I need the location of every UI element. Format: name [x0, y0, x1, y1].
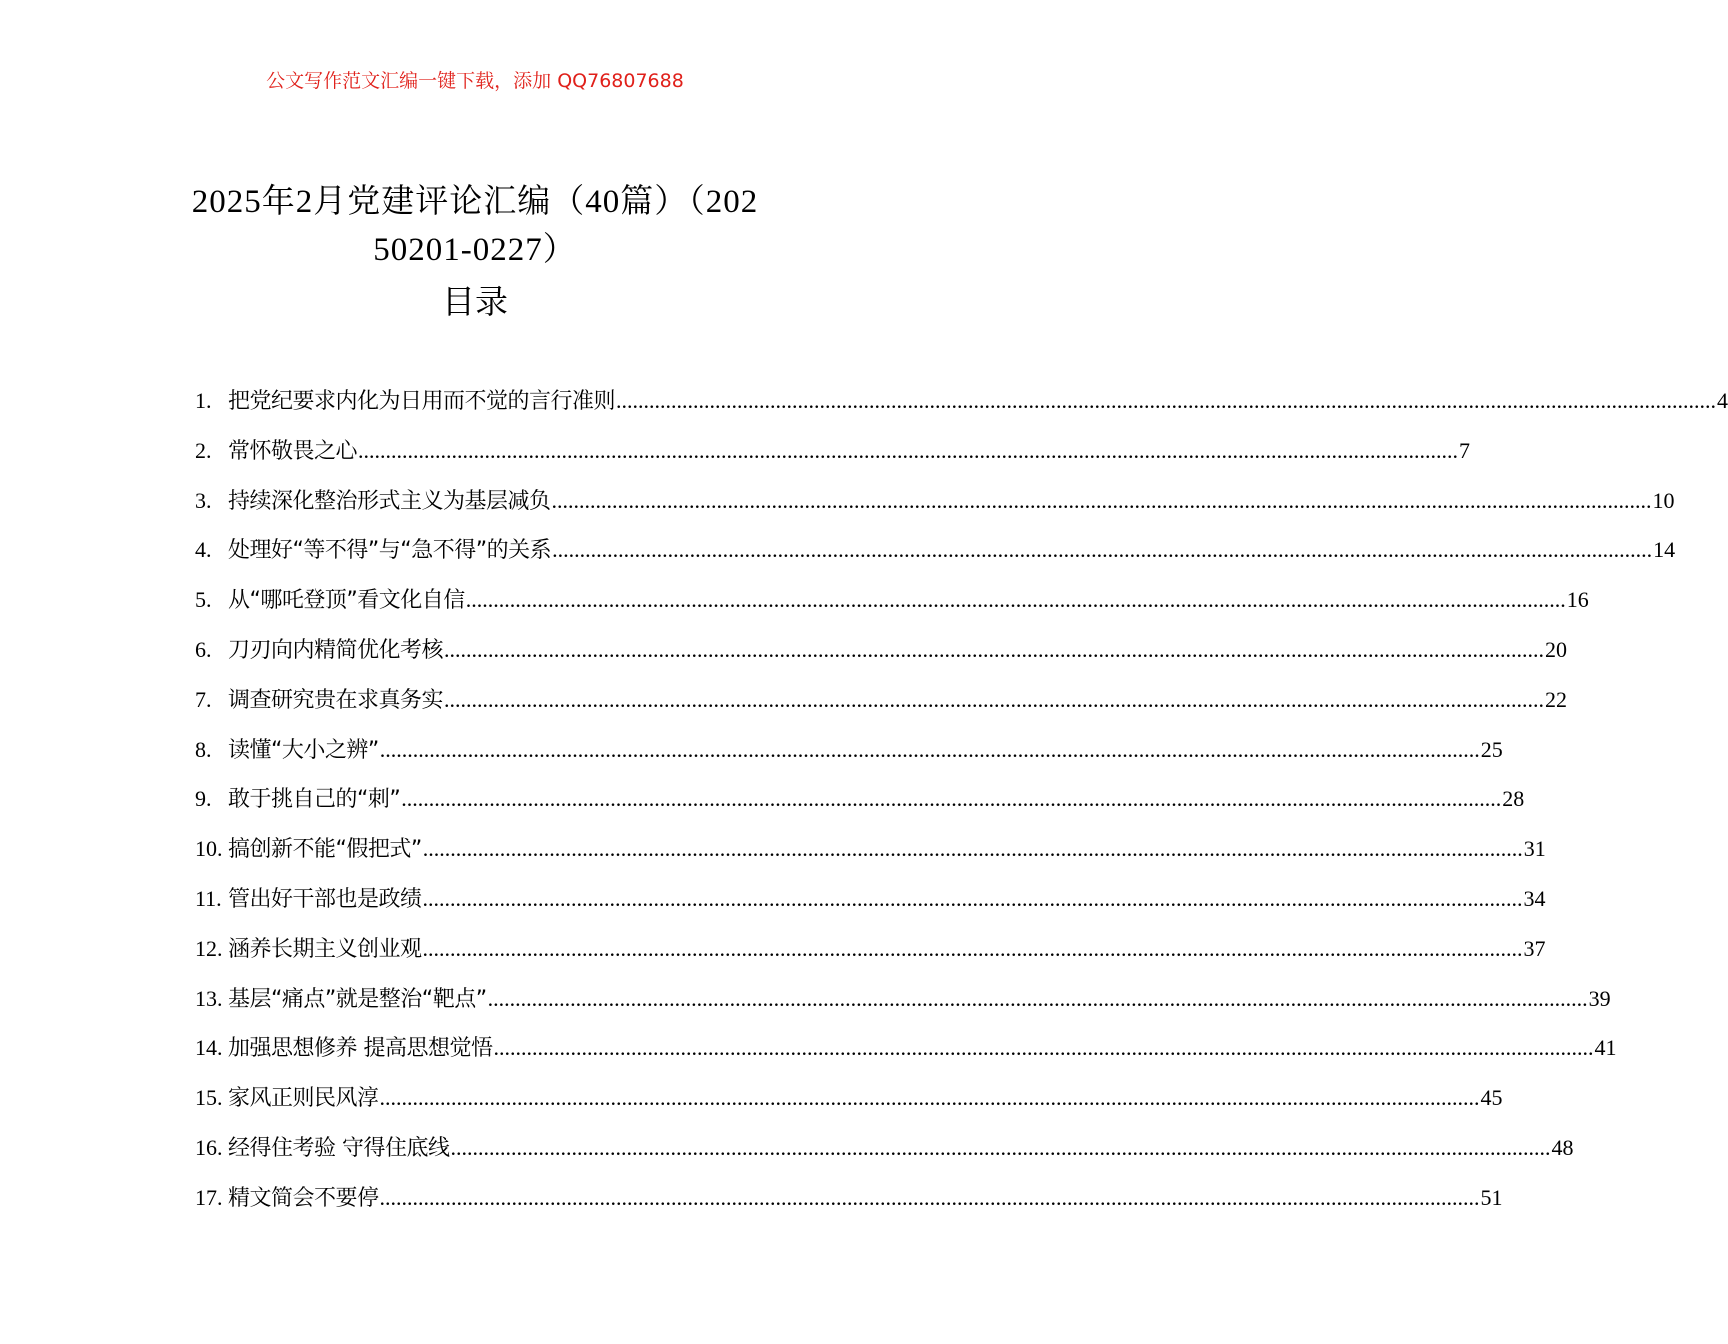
toc-entry-page: 28 [1502, 786, 1525, 812]
toc-entry[interactable] [195, 625, 1568, 675]
toc-entry-page: 48 [1551, 1134, 1574, 1160]
toc-entry[interactable] [195, 476, 1675, 526]
toc-leader-dots: ........................................................................................................................................................................................................ [551, 487, 1652, 513]
toc-leader-dots: ........................................................................................................................................................................................................ [552, 537, 1653, 563]
toc-leader-dots: ........................................................................................................................................................................................................ [422, 935, 1523, 961]
header-note: 公文写作范文汇编一键下载，添加 QQ76807688 [266, 70, 684, 92]
toc-entry-page: 22 [1545, 686, 1568, 712]
toc-entry-number: 7. [195, 686, 212, 712]
toc-entry[interactable] [195, 426, 1471, 476]
toc-leader-dots: ........................................................................................................................................................................................................ [401, 786, 1502, 812]
toc-entry-number: 15. [195, 1085, 223, 1111]
toc-entry-number: 17. [195, 1184, 223, 1210]
toc-entry[interactable] [195, 1173, 1503, 1223]
toc-leader-dots: ........................................................................................................................................................................................................ [379, 736, 1480, 762]
toc-entry-number: 1. [195, 388, 212, 413]
toc-entry-title: 刀刃向内精简优化考核 [228, 637, 444, 663]
toc-entry-title: 基层“痛点”就是整治“靶点” [228, 986, 487, 1012]
toc-leader-dots: ........................................................................................................................................................................................................ [465, 587, 1566, 613]
toc-leader-dots: ........................................................................................................................................................................................................ [493, 1035, 1594, 1061]
toc-entry[interactable] [195, 575, 1589, 625]
toc-entry-page: 16 [1566, 587, 1589, 613]
table-of-contents [195, 376, 1728, 1223]
toc-entry-page: 41 [1594, 1035, 1617, 1061]
toc-entry-title: 精文简会不要停 [228, 1185, 379, 1211]
toc-leader-dots: ........................................................................................................................................................................................................ [444, 636, 1545, 662]
toc-entry-number: 10. [195, 836, 223, 862]
toc-heading: 目录 [442, 282, 508, 321]
toc-entry-number: 2. [195, 437, 212, 463]
toc-leader-dots: ........................................................................................................................................................................................................ [616, 388, 1717, 413]
toc-entry-title: 把党纪要求内化为日用而不觉的言行准则 [228, 389, 616, 414]
toc-leader-dots: ........................................................................................................................................................................................................ [358, 437, 1459, 463]
toc-entry[interactable] [195, 525, 1676, 575]
toc-entry-page: 25 [1480, 736, 1503, 762]
toc-entry-number: 3. [195, 487, 212, 513]
toc-entry-title: 常怀敬畏之心 [228, 438, 358, 464]
toc-entry-number: 8. [195, 736, 212, 762]
toc-entry-page: 10 [1652, 487, 1675, 513]
toc-entry[interactable] [195, 774, 1525, 824]
toc-entry-page: 7 [1459, 437, 1471, 463]
toc-entry-title: 加强思想修养 提高思想觉悟 [228, 1036, 493, 1062]
toc-entry[interactable] [195, 924, 1546, 974]
toc-entry-title: 读懂“大小之辨” [228, 737, 379, 763]
toc-entry-number: 5. [195, 587, 212, 613]
toc-leader-dots: ........................................................................................................................................................................................................ [450, 1134, 1551, 1160]
toc-entry-title: 处理好“等不得”与“急不得”的关系 [228, 538, 552, 564]
toc-entry[interactable] [195, 974, 1611, 1024]
toc-leader-dots: ........................................................................................................................................................................................................ [444, 686, 1545, 712]
toc-entry-title: 调查研究贵在求真务实 [228, 687, 444, 713]
toc-entry[interactable] [195, 725, 1503, 775]
toc-entry[interactable] [195, 1123, 1574, 1173]
toc-leader-dots: ........................................................................................................................................................................................................ [379, 1184, 1480, 1210]
toc-entry[interactable] [195, 1073, 1503, 1123]
document-title [140, 178, 810, 274]
toc-entry-page: 37 [1523, 935, 1546, 961]
toc-entry-title: 管出好干部也是政绩 [228, 886, 422, 912]
toc-entry-page: 14 [1653, 537, 1676, 563]
toc-entry-title: 家风正则民风淳 [228, 1086, 379, 1112]
toc-entry-number: 4. [195, 537, 212, 563]
document-title-line1: 2025年2月党建评论汇编（40篇）（202 [191, 184, 759, 220]
toc-entry[interactable] [195, 824, 1546, 874]
toc-entry-number: 14. [195, 1035, 223, 1061]
toc-entry-page: 4 [1717, 388, 1728, 413]
toc-entry-page: 51 [1480, 1184, 1503, 1210]
toc-entry-page: 39 [1588, 985, 1611, 1011]
toc-entry-page: 45 [1480, 1085, 1503, 1111]
toc-leader-dots: ........................................................................................................................................................................................................ [379, 1085, 1480, 1111]
document-title-line2: 50201-0227） [373, 232, 577, 268]
toc-entry-page: 20 [1545, 636, 1568, 662]
toc-entry[interactable] [195, 376, 1728, 426]
toc-entry[interactable] [195, 874, 1546, 924]
toc-entry-title: 从“哪吒登顶”看文化自信 [228, 588, 465, 614]
toc-leader-dots: ........................................................................................................................................................................................................ [487, 985, 1588, 1011]
toc-entry-number: 11. [195, 885, 222, 911]
toc-entry[interactable] [195, 1023, 1617, 1073]
toc-entry-title: 敢于挑自己的“刺” [228, 787, 401, 813]
toc-leader-dots: ........................................................................................................................................................................................................ [422, 836, 1523, 862]
toc-entry-number: 12. [195, 935, 223, 961]
toc-entry-title: 涵养长期主义创业观 [228, 936, 422, 962]
toc-entry-title: 持续深化整治形式主义为基层减负 [228, 488, 551, 514]
toc-leader-dots: ........................................................................................................................................................................................................ [422, 885, 1523, 911]
toc-entry-number: 16. [195, 1134, 223, 1160]
toc-entry-title: 经得住考验 守得住底线 [228, 1135, 450, 1161]
toc-entry-number: 6. [195, 636, 212, 662]
toc-entry-title: 搞创新不能“假把式” [228, 837, 422, 863]
toc-entry-number: 13. [195, 985, 223, 1011]
toc-entry-page: 34 [1523, 885, 1546, 911]
toc-entry-number: 9. [195, 786, 212, 812]
toc-entry-page: 31 [1523, 836, 1546, 862]
toc-entry[interactable] [195, 675, 1568, 725]
